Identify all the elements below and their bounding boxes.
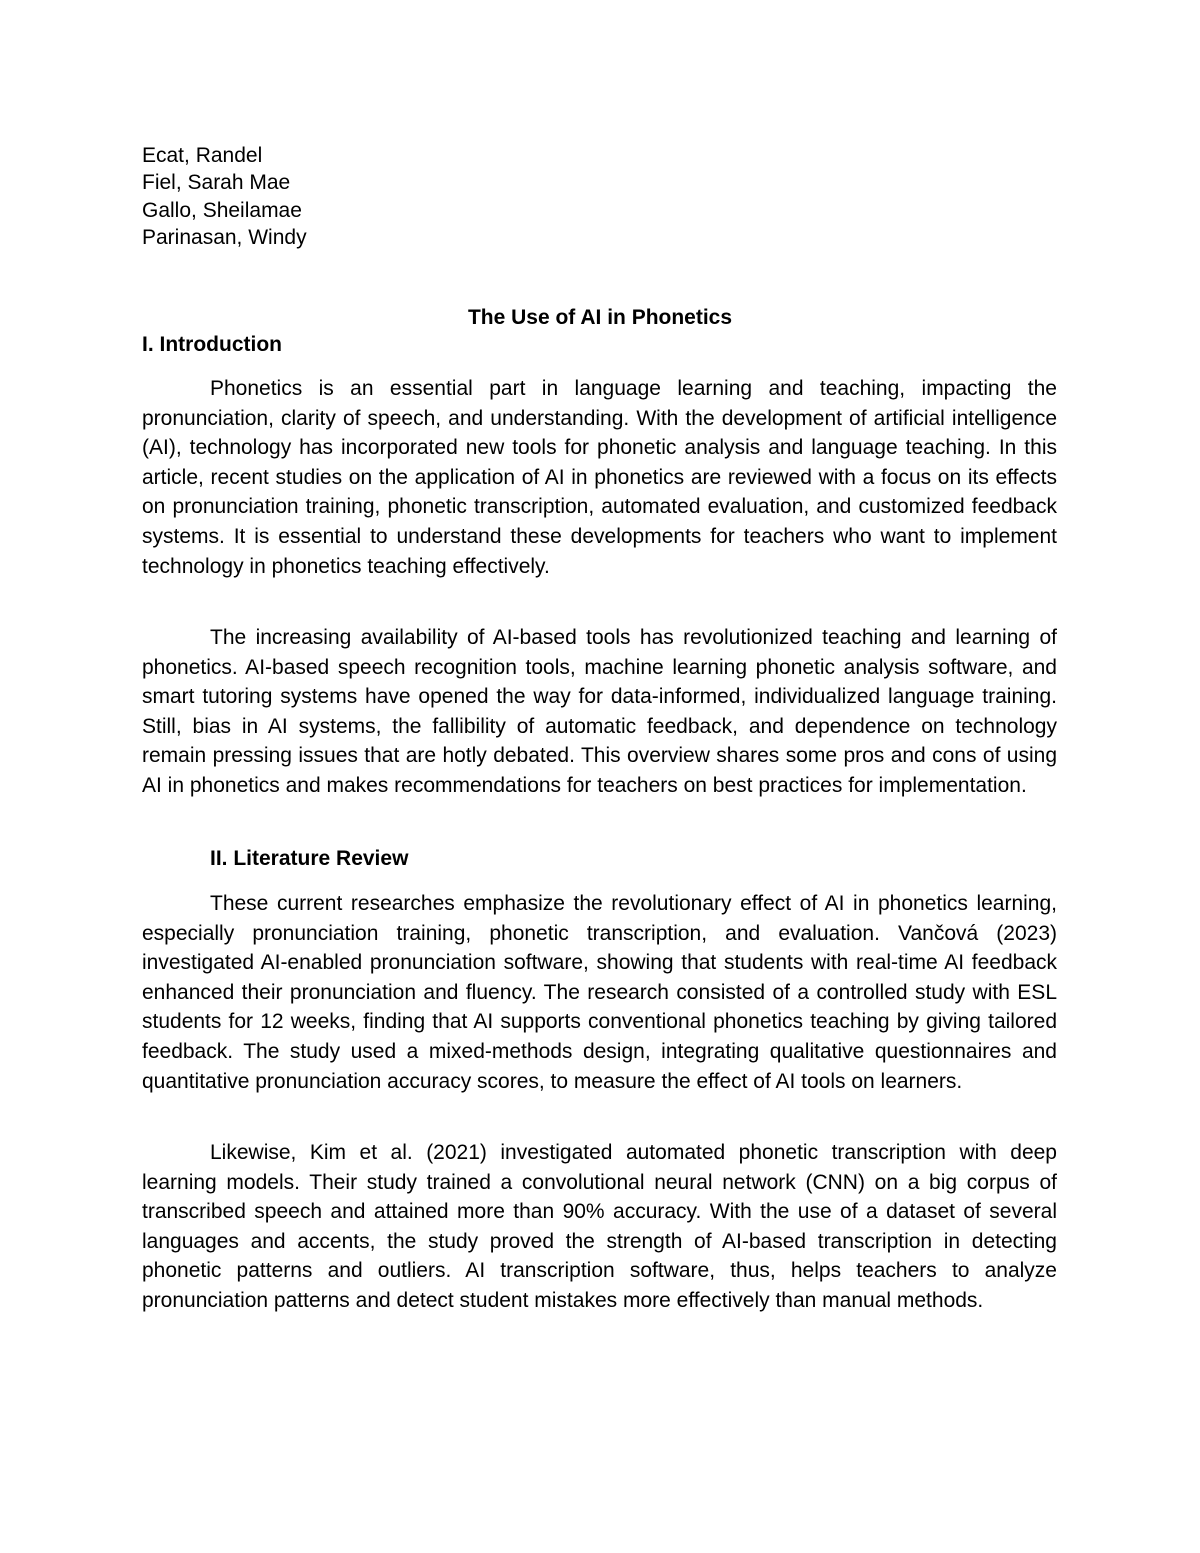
- author-list: [142, 142, 307, 251]
- section-heading-introduction: I. Introduction: [142, 333, 282, 356]
- body-paragraph: Phonetics is an essential part in language learning and teaching, impacting the pronunciation, clarity of speech, and understanding. With the development of artificial intelligence (AI), technology has incorporated new tools for phonetic analysis and language teaching. In this article, recent studies on the application of AI in phonetics are reviewed with a focus on its effects on pronunciation training, phonetic transcription, automated evaluation, and customized feedback systems. It is essential to understand these developments for teachers who want to implement technology in phonetics teaching effectively.: [142, 377, 1057, 578]
- section-heading-literature-review: II. Literature Review: [210, 847, 409, 870]
- body-paragraph: These current researches emphasize the revolutionary effect of AI in phonetics learning, especially pronunciation training, phonetic transcription, and evaluation. Vančová (2023) investigated AI-enabled pronunciation software, showing that students with real-time AI feedback enhanced their pronunciation and fluency. The research consisted of a controlled study with ESL students for 12 weeks, finding that AI supports conventional phonetics teaching by giving tailored feedback. The study used a mixed-methods design, integrating qualitative questionnaires and quantitative pronunciation accuracy scores, to measure the effect of AI tools on learners.: [142, 892, 1057, 1093]
- author-name: Ecat, Randel: [142, 144, 263, 167]
- author-name: Gallo, Sheilamae: [142, 198, 302, 222]
- author-name: Fiel, Sarah Mae: [142, 171, 291, 195]
- body-paragraph: Likewise, Kim et al. (2021) investigated automated phonetic transcription with deep learning models. Their study trained a convolutional neural network (CNN) on a big corpus of transcribed speech and attained more than 90% accuracy. With the use of a dataset of several languages and accents, the study proved the strength of AI-based transcription in detecting phonetic patterns and outliers. AI transcription software, thus, helps teachers to analyze pronunciation patterns and detect student mistakes more effectively than manual methods.: [142, 1141, 1057, 1312]
- document-title: The Use of AI in Phonetics: [467, 306, 733, 329]
- author-name: Parinasan, Windy: [142, 225, 307, 249]
- body-paragraph: The increasing availability of AI-based tools has revolutionized teaching and learning of phonetics. AI-based speech recognition tools, machine learning phonetic analysis software, and smart tutoring systems have opened the way for data-informed, individualized language training. Still, bias in AI systems, the fallibility of automatic feedback, and dependence on technology remain pressing issues that are hotly debated. This overview shares some pros and cons of using AI in phonetics and makes recommendations for teachers on best practices for implementation.: [142, 626, 1057, 797]
